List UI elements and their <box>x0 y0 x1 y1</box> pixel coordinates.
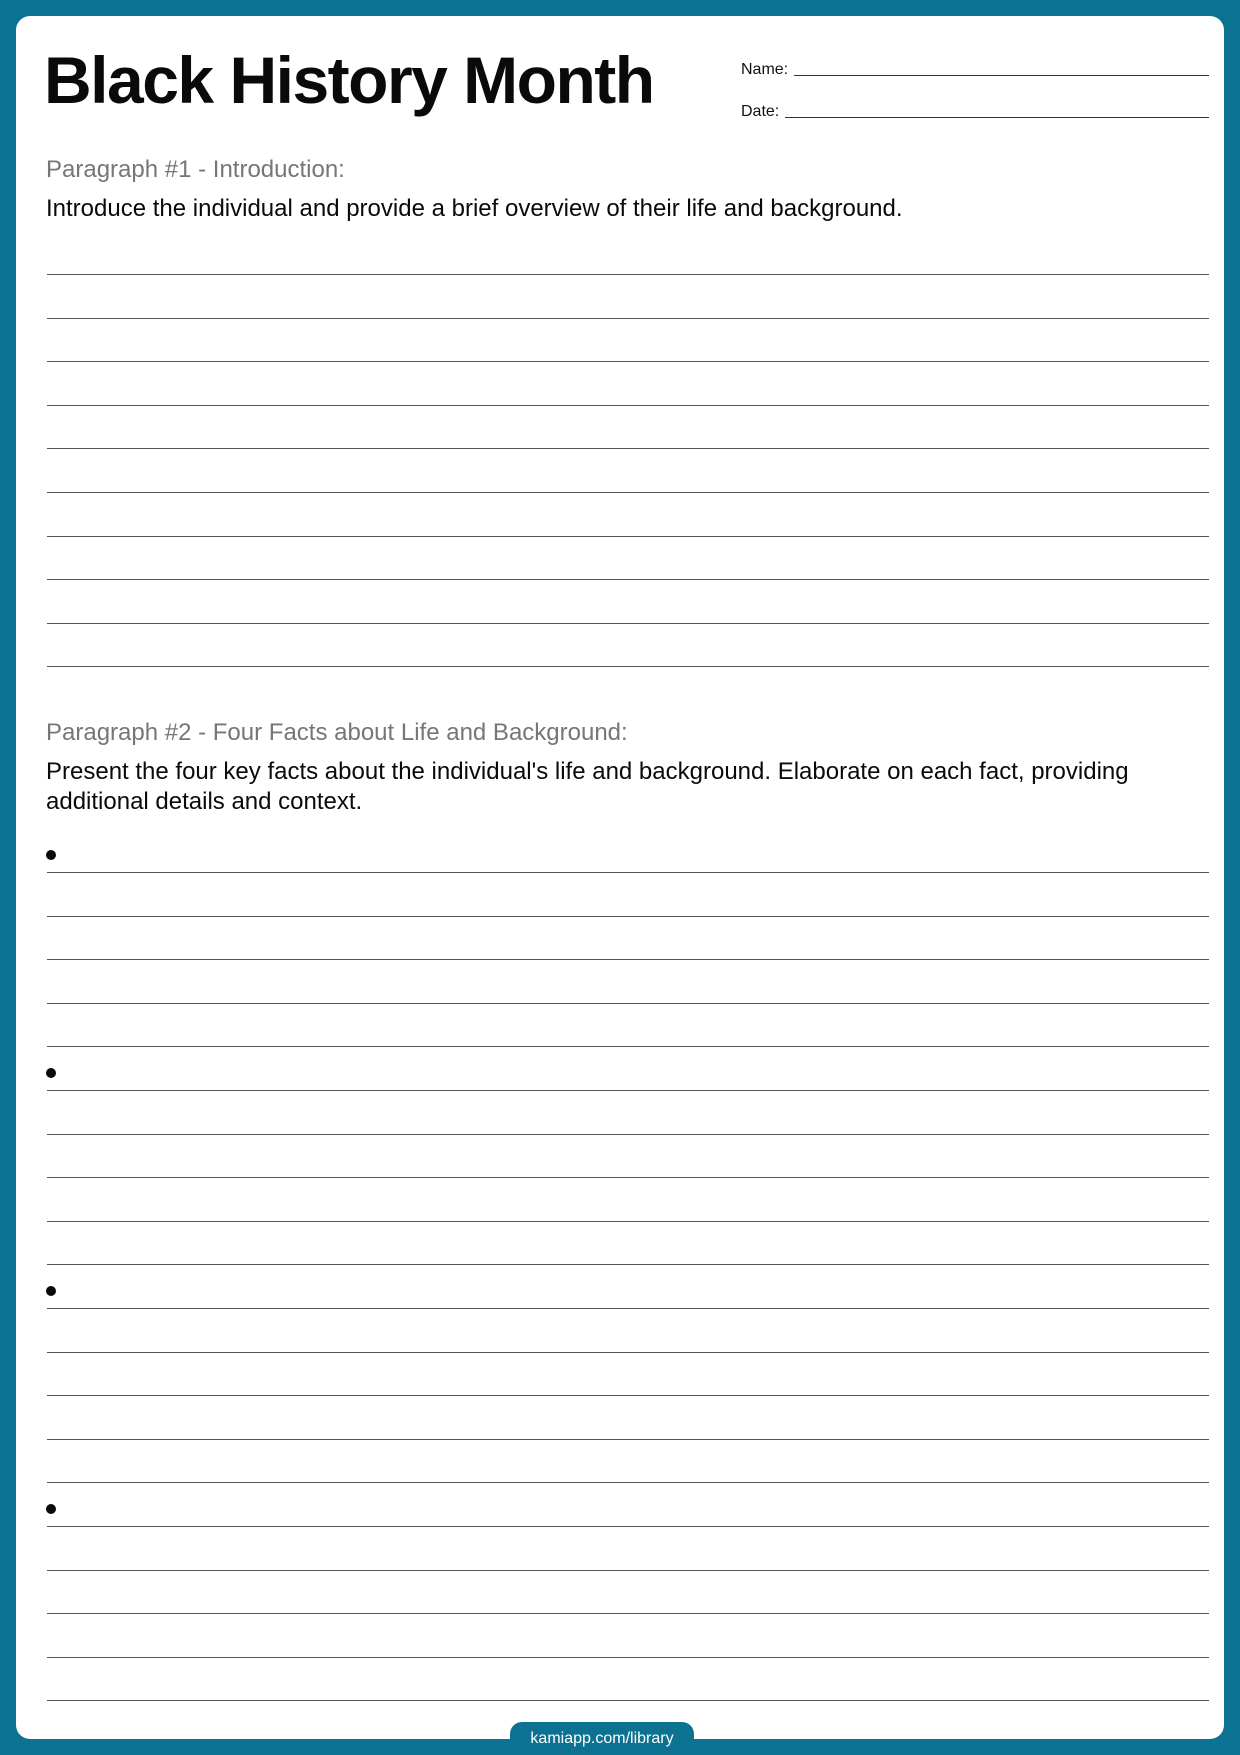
writing-line[interactable] <box>47 623 1209 624</box>
writing-line[interactable] <box>47 1526 1209 1527</box>
paragraph2-instruction: Present the four key facts about the individual's life and background. Elaborate on each fact, providing additional details and context. <box>46 758 1129 815</box>
writing-line[interactable] <box>47 318 1209 319</box>
paragraph1-heading: Paragraph #1 - Introduction: <box>46 156 345 183</box>
footer-url: kamiapp.com/library <box>510 1722 694 1755</box>
writing-line[interactable] <box>47 959 1209 960</box>
writing-line[interactable] <box>47 1657 1209 1658</box>
paragraph2-heading: Paragraph #2 - Four Facts about Life and Background: <box>46 719 628 746</box>
name-line[interactable] <box>794 74 1209 76</box>
writing-line[interactable] <box>47 872 1209 873</box>
paragraph1-instruction: Introduce the individual and provide a brief overview of their life and background. <box>46 195 903 222</box>
writing-line[interactable] <box>47 274 1209 275</box>
writing-line[interactable] <box>47 1482 1209 1483</box>
writing-line[interactable] <box>47 1613 1209 1614</box>
writing-line[interactable] <box>47 1177 1209 1178</box>
writing-line[interactable] <box>47 1264 1209 1265</box>
writing-line[interactable] <box>47 536 1209 537</box>
name-label: Name: <box>741 61 789 78</box>
writing-line[interactable] <box>47 666 1209 667</box>
writing-line[interactable] <box>47 916 1209 917</box>
writing-line[interactable] <box>47 1134 1209 1135</box>
date-line[interactable] <box>785 116 1209 118</box>
writing-line[interactable] <box>47 1352 1209 1353</box>
date-field[interactable] <box>741 103 1209 121</box>
writing-line[interactable] <box>47 1221 1209 1222</box>
writing-line[interactable] <box>47 1003 1209 1004</box>
writing-line[interactable] <box>47 579 1209 580</box>
writing-line[interactable] <box>47 1700 1209 1701</box>
writing-line[interactable] <box>47 448 1209 449</box>
name-field[interactable] <box>741 61 1209 79</box>
worksheet-page <box>16 16 1224 1739</box>
fact-bullet <box>46 1286 56 1296</box>
writing-line[interactable] <box>47 1395 1209 1396</box>
fact-bullet <box>46 1068 56 1078</box>
date-label: Date: <box>741 103 780 120</box>
writing-line[interactable] <box>47 1439 1209 1440</box>
writing-line[interactable] <box>47 361 1209 362</box>
writing-line[interactable] <box>47 1046 1209 1047</box>
writing-line[interactable] <box>47 492 1209 493</box>
writing-line[interactable] <box>47 1308 1209 1309</box>
writing-line[interactable] <box>47 405 1209 406</box>
fact-bullet <box>46 1504 56 1514</box>
fact-bullet <box>46 850 56 860</box>
writing-line[interactable] <box>47 1090 1209 1091</box>
writing-line[interactable] <box>47 1570 1209 1571</box>
page-title: Black History Month <box>44 43 654 117</box>
